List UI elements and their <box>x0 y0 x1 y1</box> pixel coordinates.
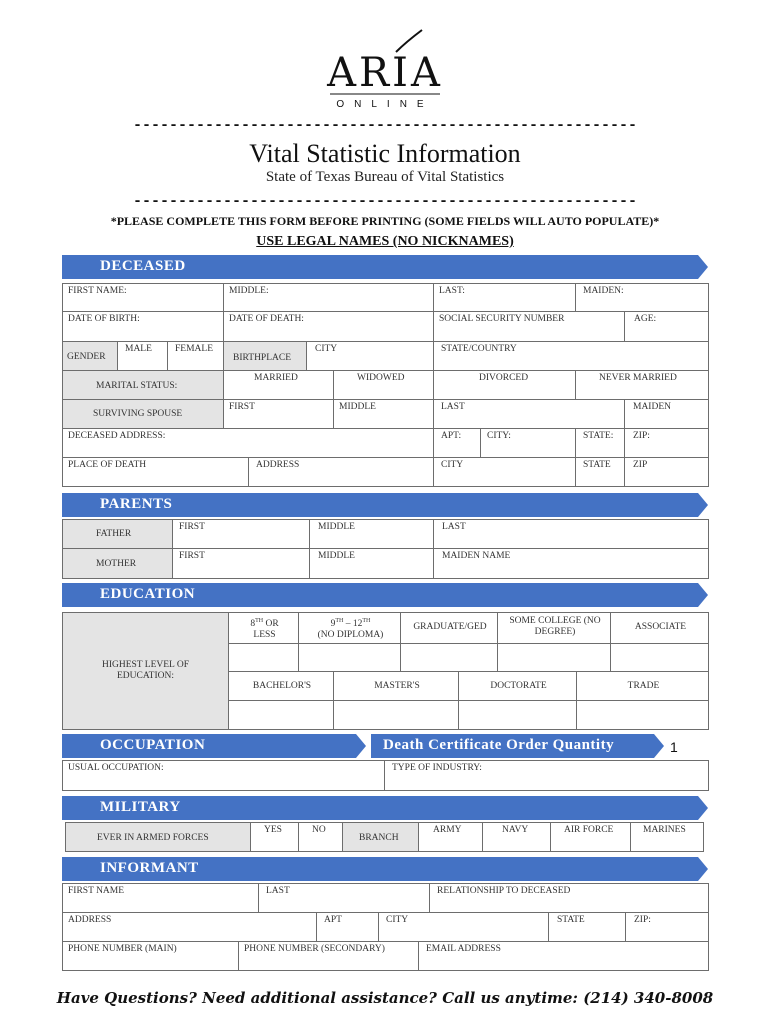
mother-label: MOTHER <box>62 548 173 579</box>
deceased-state-field[interactable]: STATE: <box>575 428 625 458</box>
gender-label: GENDER <box>62 341 118 371</box>
father-last-field[interactable]: LAST <box>433 519 709 549</box>
section-banner-informant <box>62 857 708 881</box>
place-of-death-field[interactable]: PLACE OF DEATH <box>62 457 249 487</box>
father-first-field[interactable]: FIRST <box>172 519 310 549</box>
marital-married-option[interactable]: MARRIED <box>223 370 334 400</box>
section-title-parents: PARENTS <box>100 496 173 512</box>
gender-male-option[interactable]: MALE <box>117 341 168 371</box>
informant-state-field[interactable]: STATE <box>548 912 626 942</box>
place-of-death-city-field[interactable]: CITY <box>433 457 576 487</box>
section-title-occupation: OCCUPATION <box>100 737 206 753</box>
date-of-death-field[interactable]: DATE OF DEATH: <box>223 311 434 342</box>
spouse-last-field[interactable]: LAST <box>433 399 625 429</box>
informant-relationship-field[interactable]: RELATIONSHIP TO DECEASED <box>429 883 709 913</box>
deceased-address-field[interactable]: DECEASED ADDRESS: <box>62 428 434 458</box>
first-name-field[interactable]: FIRST NAME: <box>62 283 224 312</box>
footer-help-text: Have Questions? Need additional assistance? Call us anytime: (214) 340-8008 <box>56 989 714 1007</box>
father-middle-field[interactable]: MIDDLE <box>309 519 434 549</box>
page-title: Vital Statistic Information <box>249 139 521 168</box>
edu-8th-or-less-checkbox[interactable] <box>228 643 299 672</box>
birthplace-state-country-field[interactable]: STATE/COUNTRY <box>433 341 709 371</box>
deceased-zip-field[interactable]: ZIP: <box>624 428 709 458</box>
edu-masters-checkbox[interactable] <box>333 700 459 730</box>
place-of-death-address-field[interactable]: ADDRESS <box>248 457 434 487</box>
armed-forces-no-option[interactable]: NO <box>298 822 343 852</box>
branch-marines-option[interactable]: MARINES <box>630 822 704 852</box>
place-of-death-zip-field[interactable]: ZIP <box>624 457 709 487</box>
section-banner-death-certificate <box>371 734 664 758</box>
edu-masters-header: MASTER'S <box>333 671 459 701</box>
usual-occupation-field[interactable]: USUAL OCCUPATION: <box>62 760 385 791</box>
edu-trade-checkbox[interactable] <box>576 700 709 730</box>
branch-army-option[interactable]: ARMY <box>418 822 483 852</box>
branch-label: BRANCH <box>342 822 419 852</box>
informant-email-field[interactable]: EMAIL ADDRESS <box>418 941 709 971</box>
instructions-text: *PLEASE COMPLETE THIS FORM BEFORE PRINTING (SOME FIELDS WILL AUTO POPULATE)* <box>110 214 660 228</box>
informant-first-name-field[interactable]: FIRST NAME <box>62 883 259 913</box>
middle-name-field[interactable]: MIDDLE: <box>223 283 434 312</box>
gender-female-option[interactable]: FEMALE <box>167 341 224 371</box>
legal-names-notice: USE LEGAL NAMES (NO NICKNAMES) <box>256 234 514 249</box>
mother-middle-field[interactable]: MIDDLE <box>309 548 434 579</box>
age-field[interactable]: AGE: <box>624 311 709 342</box>
deceased-city-field[interactable]: CITY: <box>480 428 576 458</box>
branch-air-force-option[interactable]: AIR FORCE <box>550 822 631 852</box>
informant-last-name-field[interactable]: LAST <box>258 883 430 913</box>
informant-phone-secondary-field[interactable]: PHONE NUMBER (SECONDARY) <box>238 941 419 971</box>
father-label: FATHER <box>62 519 173 549</box>
surviving-spouse-label: SURVIVING SPOUSE <box>62 399 224 429</box>
aria-online-logo <box>300 28 470 112</box>
branch-navy-option[interactable]: NAVY <box>482 822 551 852</box>
logo-subtitle: ONLINE <box>336 99 434 110</box>
place-of-death-state-field[interactable]: STATE <box>575 457 625 487</box>
edu-some-college-header: SOME COLLEGE (NO DEGREE) <box>497 612 611 644</box>
highest-education-label: HIGHEST LEVEL OF EDUCATION: <box>62 612 229 730</box>
edu-doctorate-checkbox[interactable] <box>458 700 577 730</box>
informant-apt-field[interactable]: APT <box>316 912 379 942</box>
spouse-maiden-field[interactable]: MAIDEN <box>624 399 709 429</box>
type-of-industry-field[interactable]: TYPE OF INDUSTRY: <box>384 760 709 791</box>
edu-associate-checkbox[interactable] <box>610 643 709 672</box>
birthplace-city-field[interactable]: CITY <box>306 341 434 371</box>
ssn-field[interactable]: SOCIAL SECURITY NUMBER <box>433 311 625 342</box>
section-banner-deceased <box>62 255 708 279</box>
section-title-informant: INFORMANT <box>100 860 199 876</box>
marital-divorced-option[interactable]: DIVORCED <box>433 370 576 400</box>
armed-forces-label: EVER IN ARMED FORCES <box>65 822 251 852</box>
edu-9th-12th-header: 9TH – 12TH (NO DIPLOMA) <box>298 612 401 644</box>
edu-some-college-checkbox[interactable] <box>497 643 611 672</box>
deceased-apt-field[interactable]: APT: <box>433 428 481 458</box>
maiden-name-field[interactable]: MAIDEN: <box>575 283 709 312</box>
informant-zip-field[interactable]: ZIP: <box>625 912 709 942</box>
marital-widowed-option[interactable]: WIDOWED <box>333 370 434 400</box>
informant-address-field[interactable]: ADDRESS <box>62 912 317 942</box>
section-banner-military <box>62 796 708 820</box>
mother-maiden-name-field[interactable]: MAIDEN NAME <box>433 548 709 579</box>
section-title-education: EDUCATION <box>100 586 196 602</box>
logo-word: ARIA <box>327 50 443 96</box>
mother-first-field[interactable]: FIRST <box>172 548 310 579</box>
last-name-field[interactable]: LAST: <box>433 283 576 312</box>
edu-doctorate-header: DOCTORATE <box>458 671 577 701</box>
section-banner-occupation <box>62 734 366 758</box>
edu-bachelors-header: BACHELOR'S <box>228 671 334 701</box>
marital-never-married-option[interactable]: NEVER MARRIED <box>575 370 709 400</box>
marital-status-label: MARITAL STATUS: <box>62 370 224 400</box>
section-banner-parents <box>62 493 708 517</box>
edu-graduate-ged-header: GRADUATE/GED <box>400 612 498 644</box>
informant-phone-main-field[interactable]: PHONE NUMBER (MAIN) <box>62 941 239 971</box>
birthplace-label: BIRTHPLACE <box>223 341 307 371</box>
page-subtitle: State of Texas Bureau of Vital Statistics <box>265 169 505 185</box>
edu-trade-header: TRADE <box>576 671 709 701</box>
spouse-middle-field[interactable]: MIDDLE <box>333 399 434 429</box>
date-of-birth-field[interactable]: DATE OF BIRTH: <box>62 311 224 342</box>
death-certificate-quantity-input[interactable]: 1 <box>670 739 678 755</box>
edu-9th-12th-checkbox[interactable] <box>298 643 401 672</box>
death-certificate-order-label: Death Certificate Order Quantity <box>383 737 615 753</box>
edu-bachelors-checkbox[interactable] <box>228 700 334 730</box>
dash-divider-bottom: -------------------------------------------------------- <box>132 193 638 210</box>
edu-8th-or-less-header: 8TH OR LESS <box>228 612 299 644</box>
edu-associate-header: ASSOCIATE <box>610 612 709 644</box>
dash-divider-top: -------------------------------------------------------- <box>132 117 638 134</box>
section-title-military: MILITARY <box>100 799 181 815</box>
section-banner-education <box>62 583 708 607</box>
armed-forces-yes-option[interactable]: YES <box>250 822 299 852</box>
spouse-first-field[interactable]: FIRST <box>223 399 334 429</box>
section-title-deceased: DECEASED <box>100 258 186 274</box>
informant-city-field[interactable]: CITY <box>378 912 549 942</box>
edu-graduate-ged-checkbox[interactable] <box>400 643 498 672</box>
